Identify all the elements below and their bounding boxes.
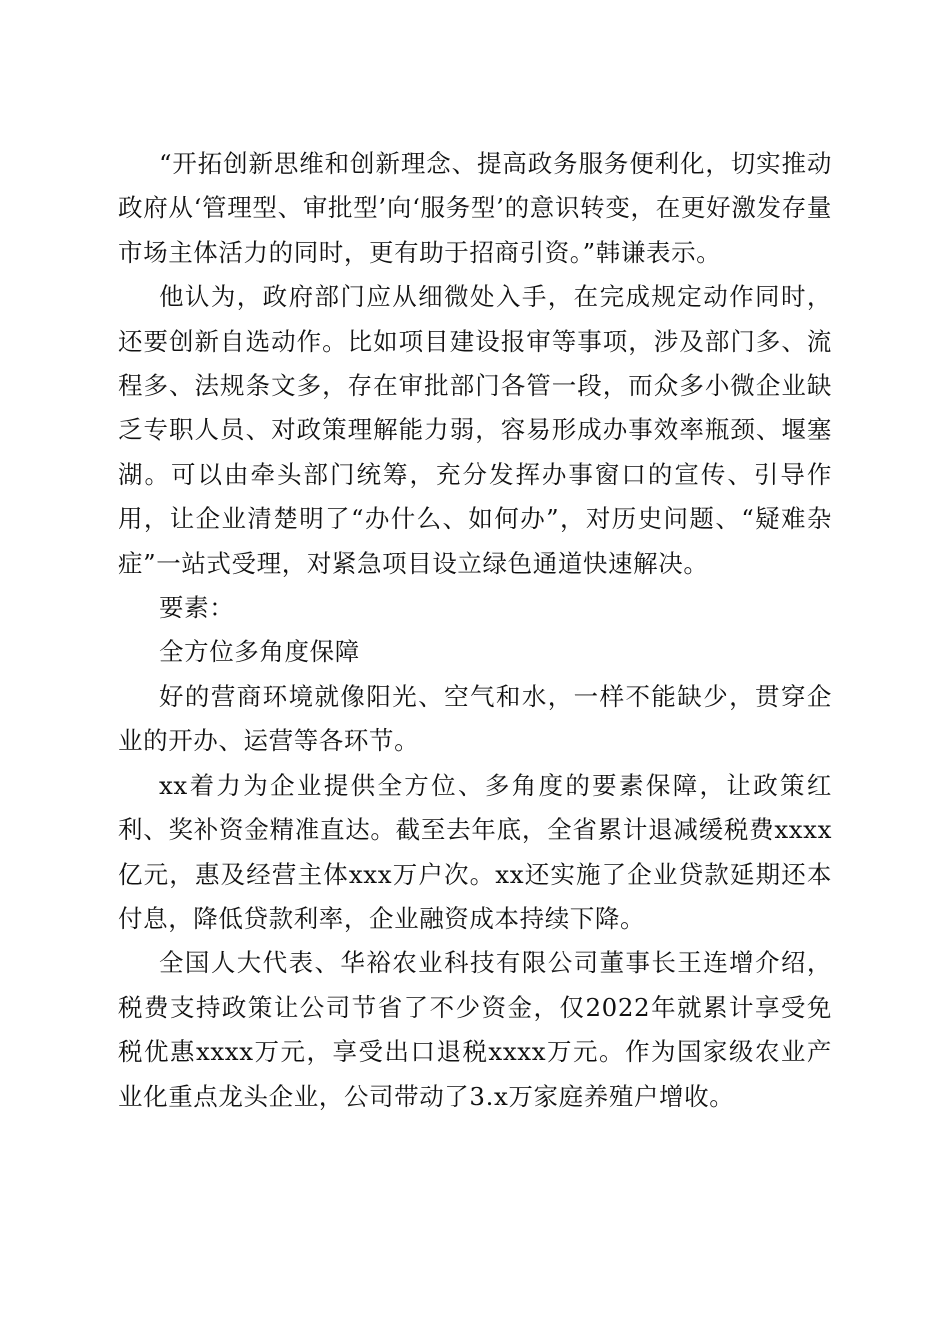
paragraph-quote-han-qian: “开拓创新思维和创新理念、提高政务服务便利化，切实推动政府从‘管理型、审批型’向‘服务型’的意识转变，在更好激发存量市场主体活力的同时，更有助于招商引资。”韩谦表示。 [118, 149, 832, 267]
section-subheading-guarantee: 全方位多角度保障 [159, 637, 360, 667]
paragraph-government-departments: 他认为，政府部门应从细微处入手，在完成规定动作同时，还要创新自选动作。比如项目建设报审等事项，涉及部门多、流程多、法规条文多，存在审批部门各管一段，而众多小微企业缺乏专职人员、对政策理解能力弱，容易形成办事效率瓶颈、堰塞湖。可以由牵头部门统筹，充分发挥办事窗口的宣传、引导作用，让企业清楚明了“办什么、如何办”，对历史问题、“疑难杂症”一站式受理，对紧急项目设立绿色通道快速解决。 [118, 282, 832, 578]
section-heading-elements: 要素： [159, 593, 235, 623]
paragraph-business-environment: 好的营商环境就像阳光、空气和水，一样不能缺少，贯穿企业的开办、运营等各环节。 [118, 681, 832, 756]
document-body [118, 142, 832, 1119]
paragraph-wang-lianzeng: 全国人大代表、华裕农业科技有限公司董事长王连增介绍，税费支持政策让公司节省了不少资金，仅2022年就累计享受免税优惠xxxx万元，享受出口退税xxxx万元。作为国家级农业产业化重点龙头企业，公司带动了3.x万家庭养殖户增收。 [118, 948, 832, 1111]
paragraph-factor-guarantee: xx着力为企业提供全方位、多角度的要素保障，让政策红利、奖补资金精准直达。截至去年底，全省累计退减缓税费xxxx亿元，惠及经营主体xxx万户次。xx还实施了企业贷款延期还本付息，降低贷款利率，企业融资成本持续下降。 [118, 770, 832, 933]
